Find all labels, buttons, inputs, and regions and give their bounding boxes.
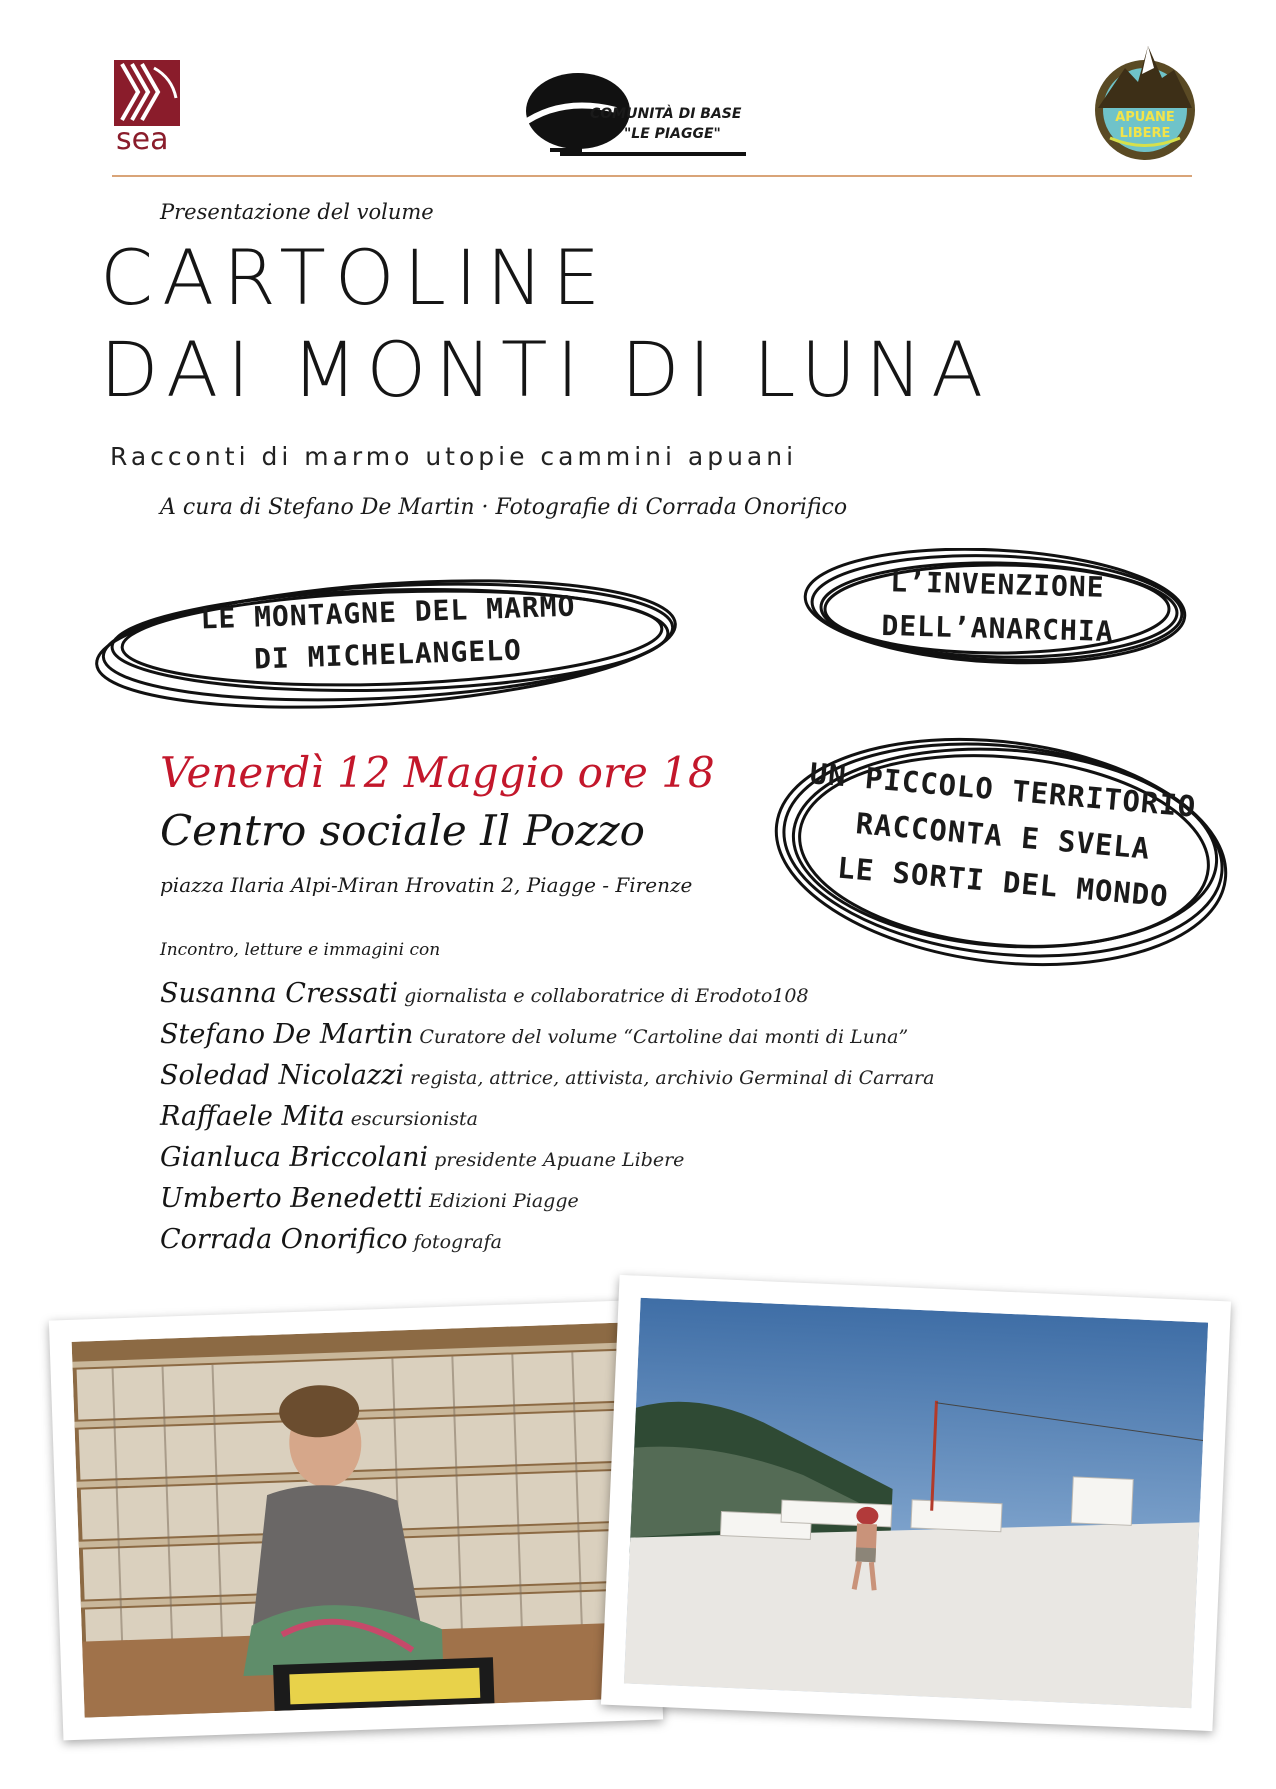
- speaker-name: Umberto Benedetti: [160, 1183, 423, 1214]
- bubble-anarchia-line1: L’INVENZIONE: [889, 565, 1106, 604]
- speaker-role: regista, attrice, attivista, archivio Germinal di Carrara: [410, 1067, 935, 1089]
- event-date: Venerdì 12 Maggio ore 18: [160, 748, 715, 797]
- speaker-name: Corrada Onorifico: [160, 1224, 408, 1255]
- apuane-logo-line2: LIBERE: [1119, 126, 1171, 141]
- bubble-anarchia-line2: DELL’ANARCHIA: [881, 608, 1114, 649]
- photo-marble-quarry: [601, 1275, 1231, 1731]
- bubble-piccolo-territorio: [768, 730, 1238, 970]
- speaker-role: Curatore del volume “Cartoline dai monti di Luna”: [419, 1026, 909, 1048]
- bubble-territorio-line3: LE SORTI DEL MONDO: [836, 850, 1170, 914]
- comunita-logo-line1: COMUNITÀ DI BASE: [590, 106, 742, 122]
- speaker-role: fotografa: [413, 1231, 502, 1253]
- bubble-invenzione-anarchia: [800, 548, 1195, 670]
- photo-library-portrait: [49, 1300, 663, 1741]
- speaker-item: [160, 1019, 934, 1060]
- speakers-list: [160, 978, 934, 1265]
- speaker-item: [160, 1183, 934, 1224]
- speaker-item: [160, 1142, 934, 1183]
- comunita-logo-line2: "LE PIAGGE": [624, 126, 721, 142]
- speaker-name: Susanna Cressati: [160, 978, 399, 1009]
- book-title-line2: DAI MONTI DI LUNA: [100, 325, 993, 414]
- quarry-photo-image: [624, 1298, 1208, 1708]
- book-credits: A cura di Stefano De Martin · Fotografie di Corrada Onorifico: [160, 495, 848, 520]
- bubble-marmo-line1: LE MONTAGNE DEL MARMO: [200, 589, 576, 636]
- speaker-item: [160, 1060, 934, 1101]
- bubble-marmo-michelangelo: [88, 570, 688, 710]
- apuane-logo-mark-icon: [1090, 38, 1200, 168]
- sea-logo-text: sea: [116, 122, 169, 157]
- speaker-name: Stefano De Martin: [160, 1019, 414, 1050]
- speaker-name: Raffaele Mita: [160, 1101, 345, 1132]
- book-kicker: Presentazione del volume: [160, 200, 434, 224]
- event-venue: Centro sociale Il Pozzo: [160, 806, 645, 855]
- book-title-line1: CARTOLINE: [100, 233, 610, 322]
- bubble-marmo-line2: DI MICHELANGELO: [253, 633, 523, 676]
- library-photo-image: [72, 1322, 641, 1717]
- speaker-item: [160, 1224, 934, 1265]
- speaker-role: presidente Apuane Libere: [434, 1149, 685, 1171]
- speaker-role: giornalista e collaboratrice di Erodoto108: [404, 985, 809, 1007]
- speaker-role: escursionista: [350, 1108, 478, 1130]
- apuane-logo-line1: APUANE: [1115, 110, 1175, 125]
- apuane-libere-logo: [1090, 38, 1200, 168]
- speaker-item: [160, 1101, 934, 1142]
- speakers-intro: Incontro, letture e immagini con: [160, 940, 441, 960]
- bubble-territorio-line2: RACCONTA E SVELA: [854, 806, 1152, 866]
- book-subtitle: Racconti di marmo utopie cammini apuani: [110, 442, 798, 471]
- header-divider: [112, 175, 1192, 177]
- speaker-role: Edizioni Piagge: [429, 1190, 579, 1212]
- event-address: piazza Ilaria Alpi-Miran Hrovatin 2, Piagge - Firenze: [160, 873, 693, 897]
- sea-logo: [110, 58, 190, 158]
- speaker-item: [160, 978, 934, 1019]
- speaker-name: Soledad Nicolazzi: [160, 1060, 405, 1091]
- comunita-di-base-logo: [520, 66, 750, 156]
- speaker-name: Gianluca Briccolani: [160, 1142, 429, 1173]
- bubble-territorio-line1: UN PICCOLO TERRITORIO: [808, 756, 1198, 824]
